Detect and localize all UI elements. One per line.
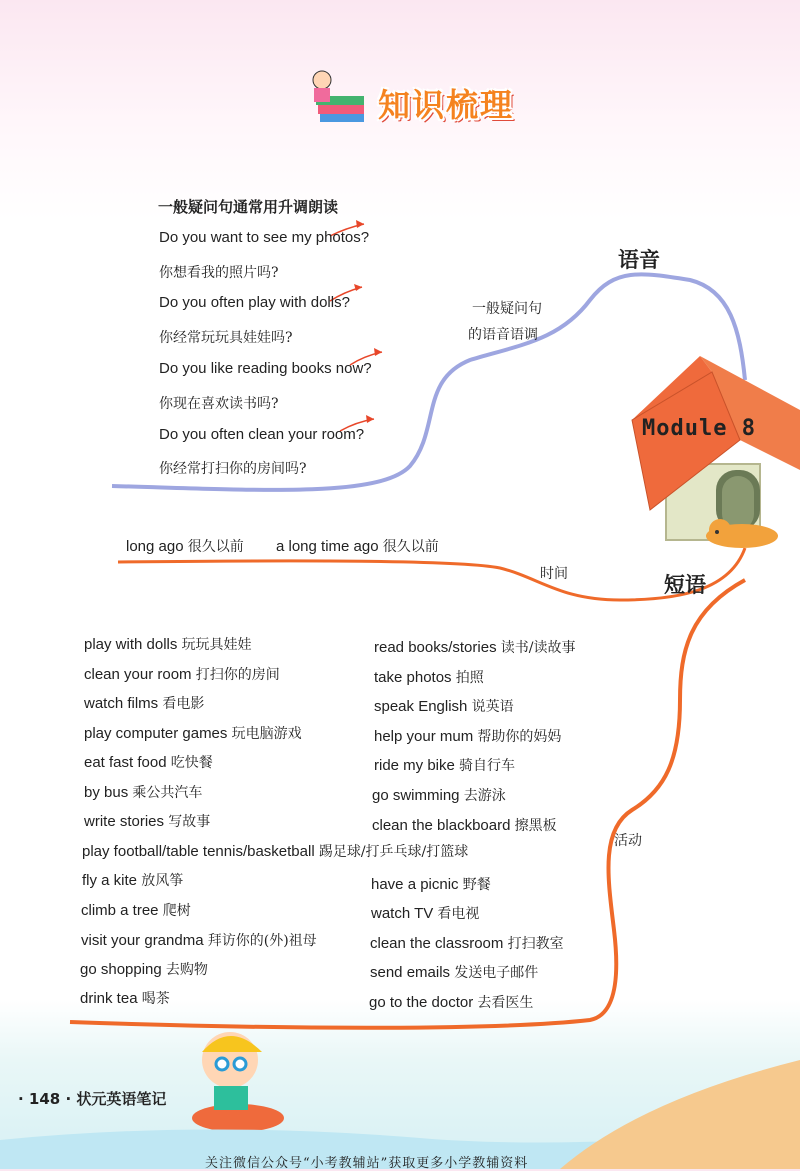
list-item [84, 693, 204, 713]
sub-label-line1: 一般疑问句 [472, 301, 542, 317]
sentence-en: Do you often clean your room? [159, 426, 365, 443]
list-item [374, 726, 561, 746]
sentence-en: Do you often play with dolls? [159, 294, 350, 311]
sentence-en: Do you want to see my photos? [159, 229, 370, 246]
phrase-en: drink tea [80, 990, 138, 1007]
phrase-en: watch TV [371, 905, 434, 922]
phrase-zh: 拜访你的(外)祖母 [207, 933, 317, 949]
phrase-en: go swimming [372, 787, 460, 804]
list-item [372, 785, 506, 805]
grammar-heading: 一般疑问句通常用升调朗读 [158, 198, 339, 216]
list-item [84, 634, 252, 654]
branch-label-activity: 活动 [614, 833, 642, 849]
phrase-en: by bus [84, 784, 129, 801]
phrase-en: send emails [370, 964, 451, 981]
list-item [374, 755, 515, 775]
phrase-en: fly a kite [82, 872, 138, 889]
phrase-en: clean the blackboard [372, 817, 511, 834]
phrase-en: a long time ago [276, 538, 379, 555]
phrase-zh: 打扫教室 [507, 936, 564, 952]
list-item [82, 870, 183, 890]
page-number: · 148 · 状元英语笔记 [18, 1090, 167, 1108]
footer-note: 关注微信公众号“小考教辅站”获取更多小学教辅资料 [205, 1156, 529, 1171]
list-item [374, 696, 514, 716]
sentence-en: Do you like reading books now? [159, 360, 372, 377]
branch-label-time: 时间 [540, 566, 568, 582]
list-item [84, 664, 280, 684]
list-item [80, 959, 208, 979]
module-label: Module 8 [642, 416, 756, 441]
sub-label-line2: 的语音语调 [468, 327, 538, 343]
phrase-en: long ago [126, 538, 184, 555]
list-item [374, 667, 484, 687]
phrase-en: write stories [84, 813, 165, 830]
phrase-en: play football/table tennis/basketball [82, 843, 315, 860]
phrase-zh: 野餐 [462, 877, 491, 893]
phrase-zh: 玩电脑游戏 [231, 726, 302, 742]
sentence-zh: 你经常玩玩具娃娃吗? [159, 330, 293, 346]
phrase-en: help your mum [374, 728, 474, 745]
phrase-en: read books/stories [374, 639, 497, 656]
phrase-en: visit your grandma [81, 932, 204, 949]
books-illustration [313, 71, 364, 122]
phrase-zh: 很久以前 [382, 539, 439, 555]
branch-label-phrases: 短语 [664, 573, 706, 597]
list-item [370, 933, 564, 953]
phrase-zh: 看电视 [437, 906, 480, 922]
phrase-en: eat fast food [84, 754, 167, 771]
phrase-zh: 说英语 [471, 699, 514, 715]
phrase-zh: 发送电子邮件 [454, 965, 539, 981]
phrase-en: have a picnic [371, 876, 459, 893]
list-item [371, 874, 491, 894]
phrase-en: speak English [374, 698, 468, 715]
list-item [372, 815, 557, 835]
list-item [370, 962, 538, 982]
phrase-en: go to the doctor [369, 994, 474, 1011]
sand-decoration [560, 1060, 800, 1169]
time-phrase [276, 536, 439, 556]
phrase-zh: 踢足球/打乒乓球/打篮球 [318, 844, 469, 860]
phrase-en: clean the classroom [370, 935, 504, 952]
phrase-zh: 读书/读故事 [500, 640, 576, 656]
phrase-en: play with dolls [84, 636, 178, 653]
list-item [84, 811, 210, 831]
phrase-en: ride my bike [374, 757, 455, 774]
phrase-zh: 喝茶 [141, 991, 170, 1007]
list-item [82, 841, 468, 861]
phrase-zh: 写故事 [168, 814, 211, 830]
phrase-en: go shopping [80, 961, 162, 978]
time-phrase [126, 536, 244, 556]
list-item [374, 637, 575, 657]
phrase-zh: 去游泳 [463, 788, 506, 804]
page-title: 知识梳理 [378, 86, 515, 124]
phrase-en: clean your room [84, 666, 192, 683]
phrase-zh: 拍照 [455, 670, 484, 686]
sentence-zh: 你现在喜欢读书吗? [159, 396, 279, 412]
phrase-zh: 玩玩具娃娃 [181, 637, 252, 653]
branch-label-pronunciation: 语音 [618, 248, 660, 272]
list-item [81, 900, 191, 920]
phrase-zh: 去购物 [165, 962, 208, 978]
phrase-zh: 爬树 [162, 903, 191, 919]
phrase-zh: 骑自行车 [459, 758, 516, 774]
dog-house-illustration [632, 356, 800, 548]
sentence-zh: 你经常打扫你的房间吗? [159, 461, 307, 477]
phrase-en: take photos [374, 669, 452, 686]
phrase-zh: 很久以前 [187, 539, 244, 555]
phrase-en: climb a tree [81, 902, 159, 919]
phrase-zh: 擦黑板 [514, 818, 557, 834]
list-item [81, 930, 317, 950]
phrase-en: watch films [84, 695, 159, 712]
phrase-zh: 放风筝 [141, 873, 184, 889]
phrase-zh: 看电影 [162, 696, 205, 712]
list-item [80, 988, 170, 1008]
sentence-zh: 你想看我的照片吗? [159, 265, 279, 281]
list-item [369, 992, 533, 1012]
list-item [84, 782, 202, 802]
phrase-zh: 乘公共汽车 [132, 785, 203, 801]
swimming-kid-illustration [192, 1032, 284, 1132]
phrase-en: play computer games [84, 725, 228, 742]
phrase-zh: 打扫你的房间 [195, 667, 280, 683]
phrase-zh: 去看医生 [477, 995, 534, 1011]
phrase-zh: 吃快餐 [170, 755, 213, 771]
phrase-zh: 帮助你的妈妈 [477, 729, 562, 745]
list-item [84, 723, 302, 743]
list-item [84, 752, 213, 772]
list-item [371, 903, 479, 923]
